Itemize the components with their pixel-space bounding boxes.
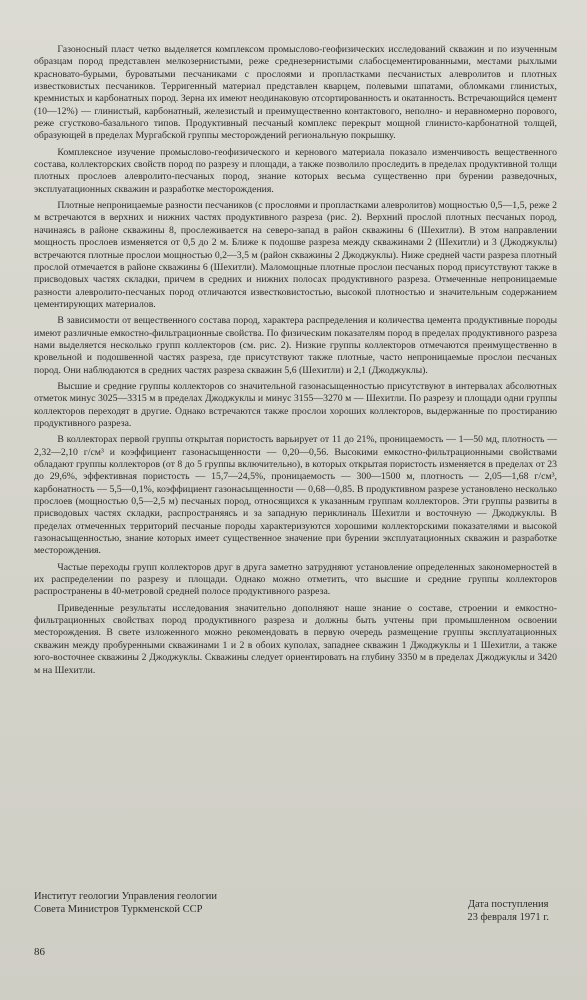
- paragraph-gas-bearing-layer: Газоносный пласт четко выделяется комплексом промыслово-геофизических исследований скважин и по изученным образцам пород представлен мелкозернистыми, реже среднезернистыми слабосцементированными, местами рыхлыми красновато-бурыми, буроватыми песчаниками с прослоями и пропластками песчанистых алевролитов и плотных известковистых песчаников. Терригенный материал представлен кварцем, полевыми шпатами, обломками глинистых, кремнистых и карбонатных пород. Зерна их имеют неодинаковую отсортированность и окатанность. Встречающийся цемент (10—12%) — глинистый, карбонатный, железистый и преимущественно контактового, неполно- и неравномерно порового, реже сгустково-базального типов. Продуктивный песчаный комплекс перекрыт мощной глинисто-карбонатной толщей, образующей в пределах Мургабской группы месторождений региональную покрышку.: [34, 44, 557, 142]
- received-date: 23 февраля 1971 г.: [467, 912, 549, 923]
- paragraph-conclusions: Приведенные результаты исследования значительно дополняют наше знание о составе, строении и емкостно-фильтрационных свойствах пород продуктивного разреза и должны быть учтены при промышленном освоении месторождения. В свете изложенного можно рекомендовать в первую очередь размещение группы эксплуатационных скважин между пробуренными скважинами 1 и 2 в обоих куполах, западнее скважин 1 Джоджуклы и 1 Шехитли, а также юго-восточнее скважины 2 Джоджуклы. Скважины следует ориентировать на глубину 3350 м в пределах Джоджуклы и 3420 м на Шехитли.: [34, 602, 557, 676]
- paragraph-reservoir-groups: В зависимости от вещественного состава пород, характера распределения и количества цемента продуктивные породы имеют различные емкостно-фильтрационные свойства. По физическим показателям пород в пределах продуктивного разреза нами выделяется несколько групп коллекторов (см. рис. 2). Низкие группы коллекторов отмечаются преимущественно в кровельной и подошвенной частях разреза, где присутствуют также плотные, часто непроницаемые прослои песчаных пород. Они наблюдаются в средних частях разреза скважин 5,6 (Шехитли) и 2,1 (Джоджуклы).: [34, 315, 557, 376]
- paragraph-high-groups: Высшие и средние группы коллекторов со значительной газонасыщенностью присутствуют в интервалах абсолютных отметок минус 3025—3315 м в пределах Джоджуклы и минус 3155—3270 м — Шехитли. По разрезу и площади одни группы коллекторов переходят в другие. Однако встречаются также прослои хороших коллекторов, выдержанные по простиранию продуктивного разреза.: [34, 380, 557, 429]
- institute-affiliation: [34, 890, 217, 916]
- institute-line-2: Совета Министров Туркменской ССР: [34, 904, 203, 915]
- paragraph-complex-study: Комплексное изучение промыслово-геофизического и кернового материала показало изменчивость вещественного состава, коллекторских свойств пород по разрезу и площади, а также позволило проследить в пределах продуктивной толщи плотных прослоев алевролито-песчаных пород, знание которых весьма существенно при бурении разведочных, эксплуатационных скважин и разработке месторождения.: [34, 146, 557, 195]
- article-body: [34, 44, 557, 677]
- paragraph-first-group-properties: В коллекторах первой группы открытая пористость варьирует от 11 до 21%, проницаемость — 1—50 мд, плотность — 2,32—2,10 г/см³ и коэффициент газонасыщенности — 0,20—0,56. Высокими емкостно-фильтрационными свойствами обладают группы коллекторов (от 8 до 5 группы включительно), в которых открытая пористость изменяется в пределах от 23 до 29,6%, эффективная пористость — 15,7—24,5%, проницаемость — 300—1500 м, плотность — 2,05—1,68 г/см³, карбонатность — 5,5—0,1%, коэффициент газонасыщенности — 0,68—0,85. В продуктивном разрезе установлено несколько прослоев (мощностью 0,5—2,5 м) песчаных пород, относящихся к указанным группам коллекторов. Эти группы развиты в присводовых частях складки, распространяясь и за западную периклиналь Шехитли и восточную — Джоджуклы. В пределах отмеченных территорий песчаные породы характеризуются хорошими коллекторскими показателями и высокой газонасыщенностью, знание которых имеет существенное значение при бурении эксплуатационных скважин и разработке месторождения.: [34, 434, 557, 557]
- received-label: Дата поступления: [467, 899, 549, 910]
- institute-line-1: Институт геологии Управления геологии: [34, 891, 218, 902]
- received-date-block: [467, 898, 549, 924]
- paragraph-group-transitions: Частые переходы групп коллекторов друг в друга заметно затрудняют установление определенных закономерностей в их распределении по разрезу и площади. Однако можно отметить, что высшие и средние группы коллекторов распространены в 40-метровой средней полосе продуктивного разреза.: [34, 561, 557, 598]
- page-number: 86: [34, 946, 45, 958]
- paragraph-dense-sandstones: Плотные непроницаемые разности песчаников (с прослоями и пропластками алевролитов) мощностью 0,5—1,5, реже 2 м встречаются в верхних и нижних частях продуктивного разреза (рис. 2). Верхний прослой плотных песчаных пород, начинаясь в районе скважины 8, прослеживается на северо-запад в район скважины 6 (Шехитли). В этом направлении мощность прослоев изменяется от 0,5 до 2 м. Ближе к подошве разреза между скважинами 2 (Шехитли) и 3 (Джоджуклы) встречаются плотные прослои мощностью 0,2—3,5 м (район скважины 2 Джоджуклы). Ниже средней части разреза плотный прослой отмечается в районе скважины 6 (Шехитли). Маломощные плотные прослои песчаных пород присутствуют также в присводовых частях складки, причем в средних и нижних полосах продуктивного разреза. Отмеченные непроницаемые разности алевролито-песчаных пород отличаются известковистостью, высокой плотностью и значительным содержанием цементирующих материалов.: [34, 200, 557, 310]
